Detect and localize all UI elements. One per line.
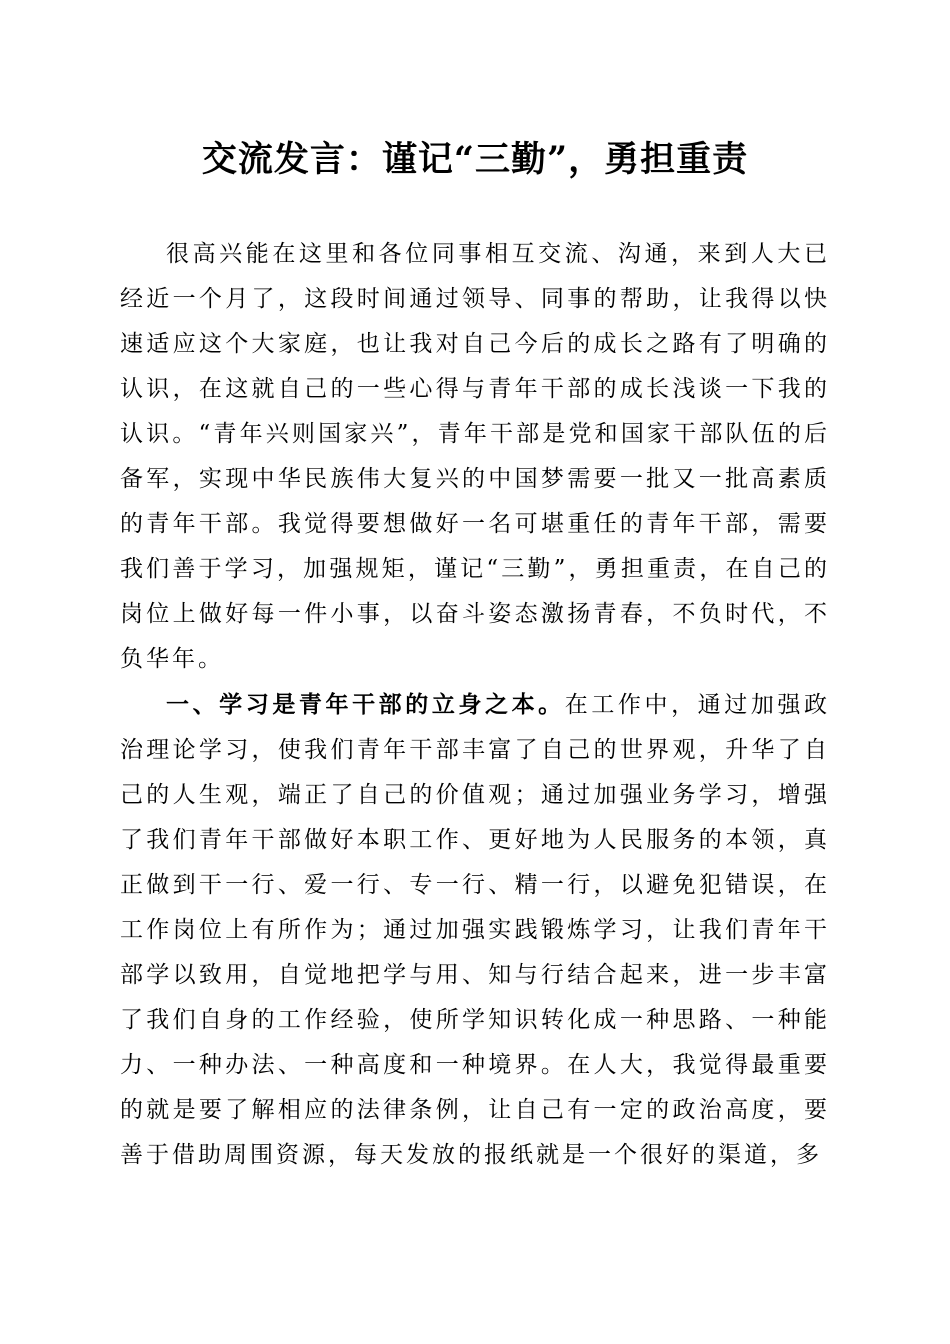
intro-paragraph: 很高兴能在这里和各位同事相互交流、沟通，来到人大已经近一个月了，这段时间通过领导、同事的帮助，让我得以快速适应这个大家庭，也让我对自己今后的成长之路有了明确的认识，在这就自己的一些心得与青年干部的成长浅谈一下我的认识。“青年兴则国家兴”，青年干部是党和国家干部队伍的后备军，实现中华民族伟大复兴的中国梦需要一批又一批高素质的青年干部。我觉得要想做好一名可堪重任的青年干部，需要我们善于学习，加强规矩，谨记“三勤”，勇担重责，在自己的岗位上做好每一件小事，以奋斗姿态激扬青春，不负时代，不负华年。	[120, 241, 830, 672]
section-1-text: 在工作中，通过加强政治理论学习，使我们青年干部丰富了自己的世界观，升华了自己的人生观，端正了自己的价值观；通过加强业务学习，增强了我们青年干部做好本职工作、更好地为人民服务的本领，真正做到干一行、爱一行、专一行、精一行，以避免犯错误，在工作岗位上有所作为；通过加强实践锻炼学习，让我们青年干部学以致用，自觉地把学与用、知与行结合起来，进一步丰富了我们自身的工作经验，使所学知识转化成一种思路、一种能力、一种办法、一种高度和一种境界。在人大，我觉得最重要的就是要了解相应的法律条例，让自己有一定的政治高度，要善于借助周围资源，每天发放的报纸就是一个很好的渠道，多	[120, 692, 831, 1168]
section-1-heading: 一、学习是青年干部的立身之本。	[166, 691, 565, 718]
document-title: 交流发言：谨记“三勤”，勇担重责	[201, 139, 749, 180]
document-body	[120, 232, 830, 1178]
section-1-paragraph	[120, 682, 830, 1178]
